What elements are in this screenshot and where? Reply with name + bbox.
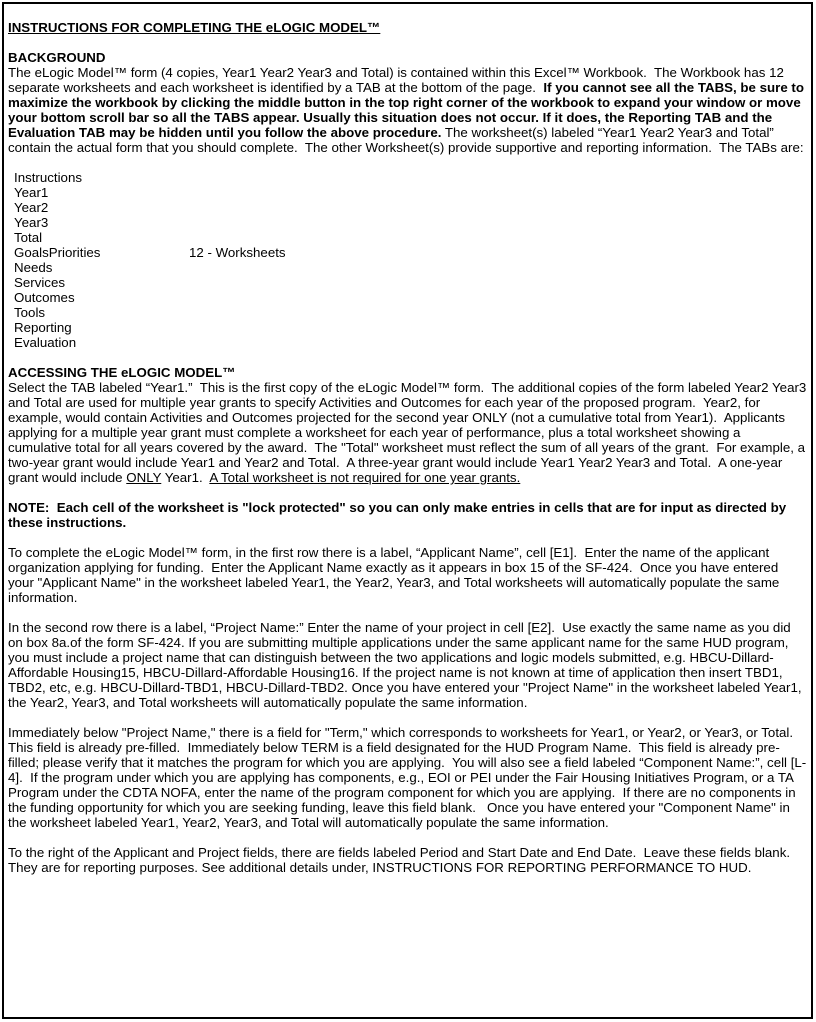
project-name-paragraph: In the second row there is a label, “Project Name:” Enter the name of your project in cell [E2]. Use exactly the same name as you did on box 8a.of the form SF-424. If you are submitting multiple applications under the same applicant name for the same HUD program, you must include a project name that can distinguish between the two applications and logic models submitted, e.g. HBCU-Dillard-Affordable Housing15, HBCU-Dillard-Affordable Housing16. If the project name is not known at time of application then insert TBD1, TBD2, etc, e.g. HBCU-Dillard-TBD1, HBCU-Dillard-TBD2. Once you have entered your "Project Name" in the worksheet labeled Year1, the Year2, Year3, and Total worksheets will automatically populate the same information. bbox=[8, 620, 806, 710]
period-dates-paragraph: To the right of the Applicant and Project fields, there are fields labeled Period and Start Date and End Date. Leave these fields blank. They are for reporting purposes. See additional details under, INSTRUCTIONS FOR REPORTING PERFORMANCE TO HUD. bbox=[8, 845, 794, 875]
tab-label: Instructions bbox=[14, 170, 82, 185]
accessing-body-text: Select the TAB labeled “Year1.” This is the first copy of the eLogic Model™ form. The additional copies of the form labeled Year2 Year3 and Total are used for multiple year grants to specify Activities and Outcomes for each year of the proposed program. Year2, for example, would contain Activities and Outcomes projected for the second year ONLY (not a cumulative total from Year1). Applicants applying for a multiple year grant must complete a worksheet for each year of performance, plus a total worksheet showing a cumulative total for all years covered by the award. The "Total" worksheet must reflect the sum of all years of the grant. For example, a two-year grant would include Year1 and Year2 and Total. A three-year grant would include Year1 Year2 Year3 and Total. A one-year grant would include bbox=[8, 380, 810, 485]
instructions-page bbox=[2, 2, 813, 1019]
tab-list-item-reporting bbox=[14, 320, 807, 335]
accessing-paragraph bbox=[8, 380, 810, 485]
tab-list-item-instructions bbox=[14, 170, 807, 185]
tabs-warning-bold-text: If you cannot see all the TABS, be sure to maximize the workbook by clicking the middle button in the top right corner of the workbook to expand your window or move your bottom scroll bar so all the TABS appear. Usually this situation does not occur. If it does, the Reporting TAB and the Evaluation TAB may be hidden until you follow the above procedure. bbox=[8, 80, 808, 140]
tab-list-item-evaluation bbox=[14, 335, 807, 350]
accessing-mid-text: Year1. bbox=[161, 470, 210, 485]
tab-label: Needs bbox=[14, 260, 53, 275]
applicant-name-paragraph: To complete the eLogic Model™ form, in the first row there is a label, “Applicant Name”, cell [E1]. Enter the name of the applicant organization applying for funding. Enter the Applicant Name exactly as it appears in box 15 of the SF-424. Once you have entered your "Applicant Name" in the worksheet labeled Year1, the Year2, Year3, and Total worksheets will automatically populate the same information. bbox=[8, 545, 783, 605]
tab-list-item-outcomes bbox=[14, 290, 807, 305]
lock-protected-note: NOTE: Each cell of the worksheet is "lock protected" so you can only make entries in cells that are for input as directed by these instructions. bbox=[8, 500, 790, 530]
term-component-paragraph: Immediately below "Project Name," there is a field for "Term," which corresponds to worksheets for Year1, or Year2, or Year3, or Total. This field is already pre-filled. Immediately below TERM is a field designated for the HUD Program Name. This field is already pre-filled; please verify that it matches the program for which you are applying. You will also see a field labeled “Component Name:”, cell [L-4]. If the program under which you are applying has components, e.g., EOI or PEI under the Fair Housing Initiatives Program, or a TA Program under the CDTA NOFA, enter the name of the program component for which you are applying. If there are no components in the funding opportunity for which you are seeking funding, leave this field blank. Once you have entered your "Component Name" in the worksheet labeled Year1, Year2, Year3, and Total will automatically populate the same information. bbox=[8, 725, 807, 830]
tab-label: Total bbox=[14, 230, 43, 245]
tab-list-item-services bbox=[14, 275, 807, 290]
background-paragraph bbox=[8, 65, 807, 155]
background-intro-text: The eLogic Model™ form (4 copies, Year1 Year2 Year3 and Total) is contained within this Excel™ Workbook. The Workbook has 12 separate worksheets and each worksheet is identified by a TAB at the bottom of the page. bbox=[8, 65, 788, 95]
page-title: INSTRUCTIONS FOR COMPLETING THE eLOGIC MODEL™ bbox=[8, 20, 381, 35]
tab-list-item-goalspriorities bbox=[14, 245, 807, 260]
tab-label: GoalsPriorities bbox=[14, 245, 101, 260]
tab-label: Outcomes bbox=[14, 290, 75, 305]
tab-label: Year2 bbox=[14, 200, 49, 215]
only-underlined-text: ONLY bbox=[126, 470, 162, 485]
tab-label: Evaluation bbox=[14, 335, 77, 350]
worksheet-count-note: 12 - Worksheets bbox=[189, 245, 286, 260]
tab-list-item-year2 bbox=[14, 200, 807, 215]
tab-list-item-year1 bbox=[14, 185, 807, 200]
tab-label: Reporting bbox=[14, 320, 72, 335]
tab-list-item-tools bbox=[14, 305, 807, 320]
tab-label: Tools bbox=[14, 305, 46, 320]
tab-label: Year3 bbox=[14, 215, 49, 230]
tab-label: Year1 bbox=[14, 185, 49, 200]
tab-list-item-total bbox=[14, 230, 807, 245]
no-total-underlined-text: A Total worksheet is not required for one year grants. bbox=[209, 470, 521, 485]
tab-list-item-year3 bbox=[14, 215, 807, 230]
background-heading: BACKGROUND bbox=[8, 50, 106, 65]
background-outro-text: The worksheet(s) labeled “Year1 Year2 Year3 and Total” contain the actual form that you should complete. The other Worksheet(s) provide supportive and reporting information. The TABs are: bbox=[8, 125, 804, 155]
worksheet-tabs-list bbox=[8, 170, 807, 350]
tab-label: Services bbox=[14, 275, 65, 290]
tab-list-item-needs bbox=[14, 260, 807, 275]
accessing-heading: ACCESSING THE eLOGIC MODEL™ bbox=[8, 365, 236, 380]
